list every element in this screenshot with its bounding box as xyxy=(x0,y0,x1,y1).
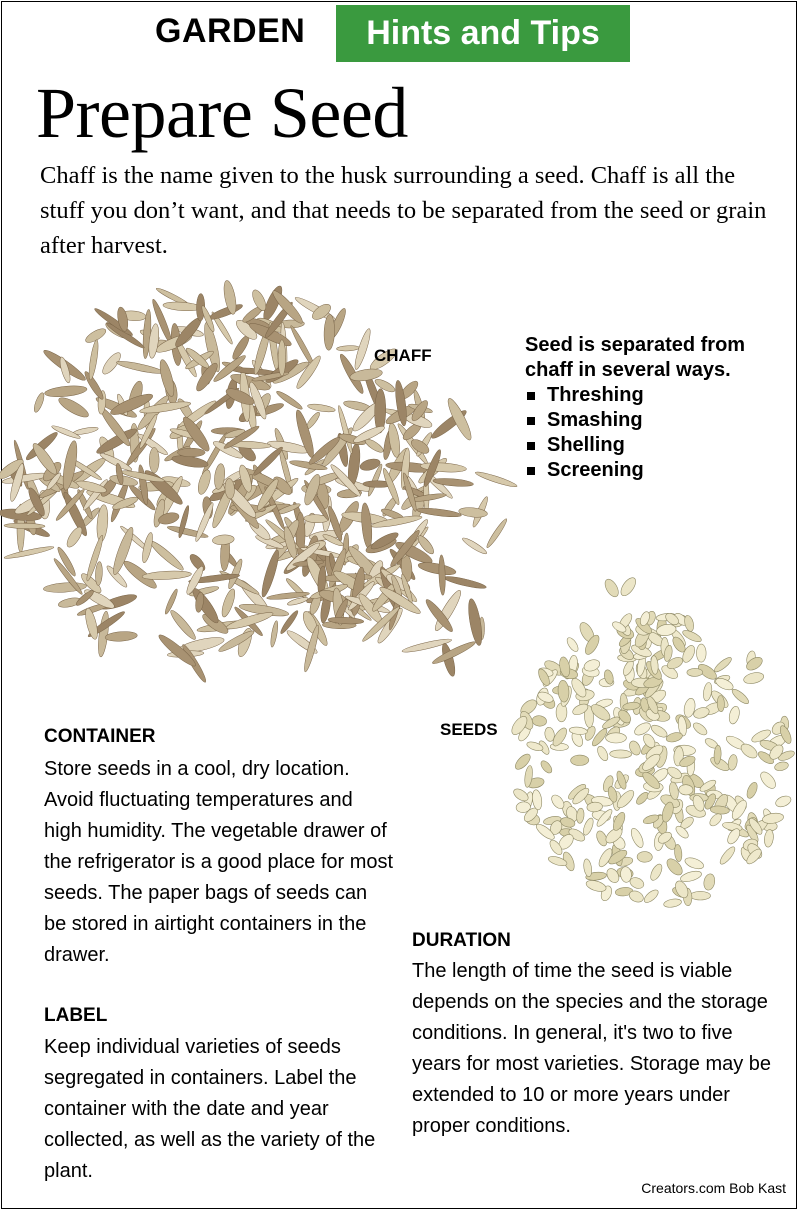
seed-kernel xyxy=(687,668,703,676)
seed-kernel xyxy=(565,636,580,654)
seed-kernel xyxy=(648,862,664,882)
chaff-piece xyxy=(416,506,461,518)
chaff-piece xyxy=(443,574,487,590)
chaff-piece xyxy=(307,403,336,414)
seed-kernel xyxy=(679,784,694,795)
chaff-piece xyxy=(4,523,45,529)
chaff-piece xyxy=(438,555,446,596)
chaff-piece xyxy=(95,561,103,585)
chaff-piece xyxy=(336,345,359,351)
chaff-piece xyxy=(4,545,55,561)
seed-kernel xyxy=(728,705,741,725)
chaff-piece xyxy=(56,394,91,420)
seed-kernel xyxy=(642,888,660,905)
seed-kernel xyxy=(710,805,730,815)
chaff-piece xyxy=(148,538,186,573)
chaff-piece xyxy=(251,445,284,477)
seed-kernel xyxy=(571,755,589,766)
container-body: Store seeds in a cool, dry location. Avoid fluctuating temperatures and high humidity. The vegetable drawer of the refrigerator is a good place for most seeds. The paper bags of seeds can be stored in airtight containers in the drawer. xyxy=(44,758,394,966)
chaff-piece xyxy=(485,517,509,549)
container-heading: CONTAINER xyxy=(44,726,156,747)
chaff-piece xyxy=(87,339,100,380)
seed-kernel xyxy=(702,682,713,702)
seed-kernel xyxy=(576,808,585,824)
seed-kernel xyxy=(730,687,751,706)
seed-kernel xyxy=(664,856,685,878)
chaff-label: CHAFF xyxy=(374,346,432,365)
separation-list xyxy=(525,333,785,483)
methods-list xyxy=(525,383,785,483)
chaff-piece xyxy=(82,370,105,401)
seed-kernel xyxy=(610,750,632,759)
method-screening: Screening xyxy=(525,458,785,483)
seed-kernel xyxy=(674,844,683,862)
seed-kernel xyxy=(679,869,702,883)
method-shelling: Shelling xyxy=(525,433,785,458)
chaff-piece xyxy=(64,525,85,550)
chaff-piece xyxy=(259,549,282,599)
chaff-piece xyxy=(142,570,192,581)
chaff-piece xyxy=(83,607,100,640)
seed-kernel xyxy=(618,575,638,598)
seed-kernel xyxy=(745,781,759,800)
seed-kernel xyxy=(691,721,709,738)
chaff-piece xyxy=(278,340,286,376)
seed-kernel xyxy=(595,745,610,763)
seed-kernel xyxy=(663,898,682,909)
chaff-piece xyxy=(461,536,488,556)
duration-heading: DURATION xyxy=(412,930,511,951)
seed-kernel xyxy=(539,759,554,775)
duration-body: The length of time the seed is viable depends on the species and the storage conditions. In general, it's two to five years for most varieties. Storage may be extended to 10 or more years under proper conditions. xyxy=(412,960,772,1137)
chaff-piece xyxy=(149,447,159,473)
seed-kernel xyxy=(774,794,792,809)
seed-kernel xyxy=(690,891,710,900)
seed-kernel xyxy=(569,726,588,735)
method-smashing: Smashing xyxy=(525,408,785,433)
method-threshing: Threshing xyxy=(525,383,785,408)
chaff-piece xyxy=(474,470,518,489)
seeds-label: SEEDS xyxy=(440,720,498,739)
seed-kernel xyxy=(703,873,717,891)
seed-kernel xyxy=(637,851,653,862)
chaff-piece xyxy=(219,587,237,618)
chaff-piece xyxy=(157,358,177,397)
chaff-piece xyxy=(323,314,335,350)
seed-kernel xyxy=(531,789,543,810)
seed-kernel xyxy=(684,856,706,871)
chaff-piece xyxy=(212,534,235,545)
intro-paragraph: Chaff is the name given to the husk surrounding a seed. Chaff is all the stuff you don’t want, and that needs to be separated from the seed or grain after harvest. xyxy=(40,162,767,259)
seed-kernel xyxy=(763,829,774,848)
chaff-piece xyxy=(32,392,46,414)
header-garden: GARDEN xyxy=(155,12,306,50)
chaff-piece xyxy=(269,620,279,647)
chaff-piece xyxy=(417,560,457,577)
seed-kernel xyxy=(557,680,569,703)
chaff-piece xyxy=(44,384,87,398)
header-hints-tips: Hints and Tips xyxy=(336,5,630,62)
seed-kernel xyxy=(583,858,593,877)
chaff-piece xyxy=(105,631,138,643)
label-body: Keep individual varieties of seeds segregated in containers. Label the container with the date and year collected, as well as the variety of the plant. xyxy=(44,1036,376,1182)
seed-kernel xyxy=(718,845,737,866)
chaff-piece xyxy=(196,468,213,495)
separation-lead: Seed is separated from chaff in several ways. xyxy=(525,334,746,381)
seed-kernel xyxy=(532,715,548,727)
seed-kernel xyxy=(774,761,790,772)
chaff-piece xyxy=(168,608,198,642)
seed-kernel xyxy=(758,769,779,791)
seeds-photo xyxy=(495,575,800,920)
chaff-photo xyxy=(0,280,520,710)
label-heading: LABEL xyxy=(44,1005,108,1026)
seed-kernel xyxy=(629,827,646,850)
page-title: Prepare Seed xyxy=(36,73,408,153)
chaff-piece xyxy=(178,448,206,457)
seed-kernel xyxy=(606,733,627,743)
seed-kernel xyxy=(743,671,765,686)
chaff-piece xyxy=(116,359,165,376)
seed-kernel xyxy=(712,655,733,674)
chaff-piece xyxy=(163,301,202,312)
seed-kernel xyxy=(602,577,621,599)
credit-line: Creators.com Bob Kast xyxy=(641,1180,786,1196)
seed-kernel xyxy=(697,644,707,662)
